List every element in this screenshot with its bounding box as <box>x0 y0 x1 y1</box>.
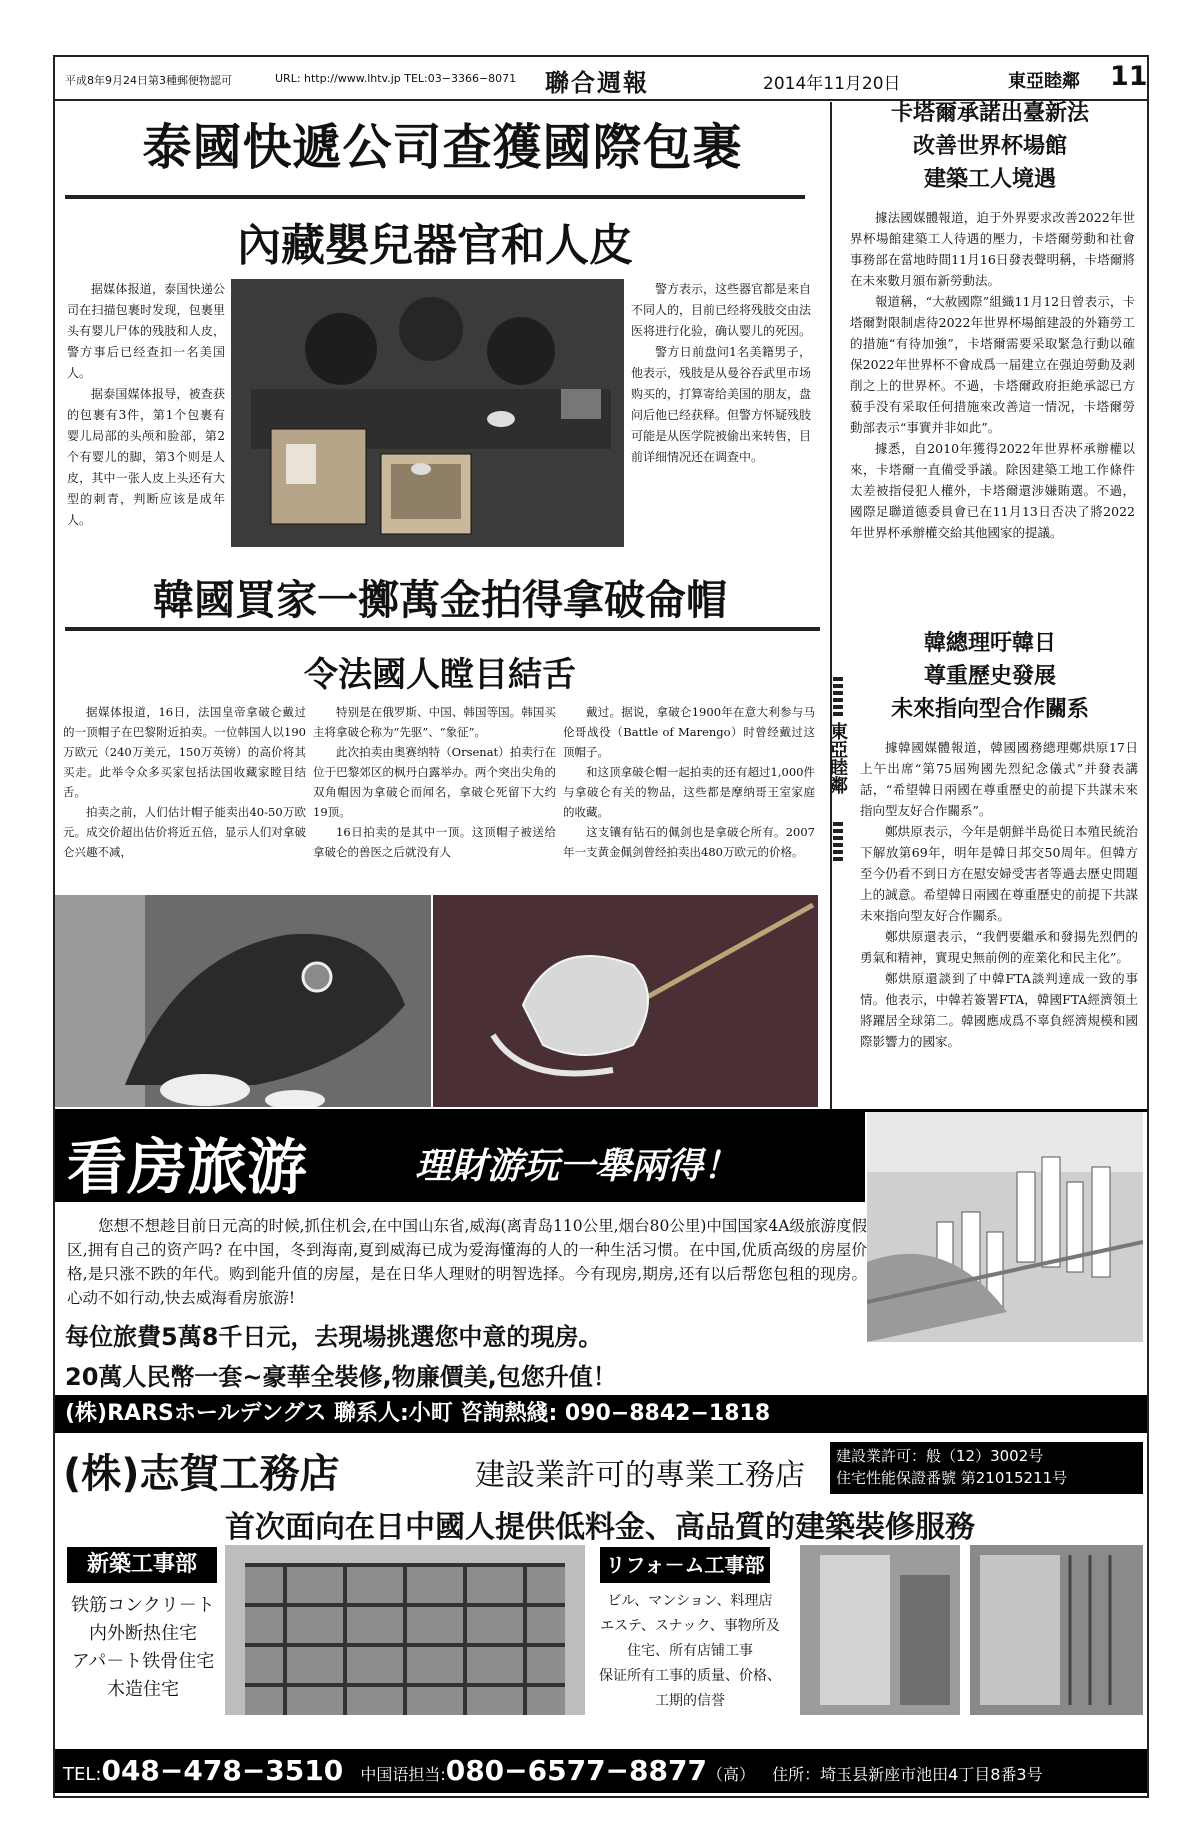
paragraph: 这支镶有钻石的佩剑也是拿破仑所有。2007年一支黄金佩剑曾经拍卖出480万欧元的价格。 <box>563 825 815 859</box>
article1-left-column <box>67 279 225 531</box>
napoleon-hat-image <box>55 895 431 1107</box>
list-item: 内外断热住宅 <box>89 1623 197 1644</box>
paragraph: 鄭烘原還談到了中韓FTA談判達成一致的事情。他表示，中韓若簽署FTA，韓國FTA經濟領土將躍居全球第二。韓國應成爲不辜負經濟規模和國際影響力的國家。 <box>860 971 1138 1049</box>
right2-body <box>860 737 1138 1052</box>
right1-body <box>850 207 1135 543</box>
paragraph: 戴过。据说，拿破仑1900年在意大利参与马伦哥战役（Battle of Marengo）时曾经戴过这顶帽子。 <box>563 705 815 759</box>
travel-ad-price2: 20萬人民幣一套~豪華全裝修,物廉價美,包您升值！ <box>65 1363 617 1391</box>
paragraph: 据媒体报道，泰国快递公司在扫描包裹时发现，包裹里头有婴儿尸体的残肢和人皮，警方事后已经查扣一名美国人。 <box>67 282 225 380</box>
parcel-photo <box>231 279 624 547</box>
napoleon-hat-photo <box>55 895 431 1107</box>
headline-line: 改善世界杯場館 <box>912 134 1067 159</box>
paragraph: 拍卖之前，人们估计帽子能卖出40-50万欧元。成交价超出估价将近五倍，显示人们对拿破仑兴趣不减， <box>63 805 306 859</box>
issue-date: 2014年11月20日 <box>763 74 901 94</box>
paragraph: 據法國媒體報道，迫于外界要求改善2022年世界杯場館建築工人待遇的壓力，卡塔爾勞動和社會事務部在當地時間11月16日發表聲明稱，卡塔爾將在未來數月頒布新勞動法。 <box>850 210 1135 288</box>
reform-photo-1 <box>800 1545 960 1715</box>
company-name: (株)志賀工務店 <box>63 1451 340 1497</box>
header-url: URL: http://www.lhtv.jp TEL:03−3366−8071 <box>275 72 517 85</box>
reform-photo-2 <box>970 1545 1143 1715</box>
reform-list <box>590 1589 790 1714</box>
divider <box>65 627 820 631</box>
travel-ad-price1: 每位旅費5萬8千日元，去現場挑選您中意的現房。 <box>65 1323 603 1351</box>
sword-photo <box>433 895 818 1107</box>
company-tagline: 建設業許可的專業工務店 <box>475 1458 805 1493</box>
construction-image <box>225 1545 585 1715</box>
travel-ad-contact: (株)RARSホールデングス 聯系人:小町 咨詢熱綫: 090−8842−1818 <box>55 1395 1147 1433</box>
parcel-photo-image <box>231 279 624 547</box>
list-item: 木造住宅 <box>107 1679 179 1700</box>
reform-image-1 <box>800 1545 960 1715</box>
license-line: 住宅性能保證番號 第21015211号 <box>836 1469 1068 1487</box>
list-item: 住宅、所有店铺工事 <box>627 1643 753 1659</box>
paragraph: 警方日前盘问1名美籍男子，他表示，残肢是从曼谷吞武里市场购买的，打算寄给美国的朋友，盘问后他已经获释。但警方怀疑残肢可能是从医学院被偷出来转售，目前详细情况还在调查中。 <box>631 345 812 464</box>
service-banner: 首次面向在日中國人提供低料金、高品質的建築裝修服務 <box>225 1510 975 1545</box>
license-line: 建設業許可：般（12）3002号 <box>836 1447 1044 1465</box>
cn-tel-number: 080−6577−8877 <box>445 1754 707 1787</box>
travel-ad-body: 您想不想趁目前日元高的时候,抓住机会,在中国山东省,威海(离青岛110公里,烟台80公里)中国国家4A级旅游度假区,拥有自己的资产吗? 在中国，冬到海南,夏到威海已成为爱海懂海的人的一种生活习惯。在中国,优质高级的房屋价格,是只涨不跌的年代。购到能升值的房屋，是在日华人理财的明智选择。今有现房,期房,还有以后帮您包租的现房。心动不如行动,快去威海看房旅游! <box>67 1217 867 1307</box>
paper-name: 聯合週報 <box>545 69 649 97</box>
right2-headline <box>840 627 1140 726</box>
section-name: 東亞睦鄰 <box>1008 71 1080 92</box>
divider <box>65 195 805 199</box>
paragraph: 此次拍卖由奥赛纳特（Orsenat）拍卖行在位于巴黎郊区的枫丹白露举办。两个突出尖角的双角帽因为拿破仑而闻名，拿破仑死留下大约19顶。 <box>313 745 556 819</box>
article2-column-1 <box>63 702 306 862</box>
article1-subheadline: 內藏嬰兒器官和人皮 <box>237 220 633 271</box>
cn-contact-name: （高） <box>706 1765 755 1784</box>
headline-line: 卡塔爾承諾出臺新法 <box>890 101 1089 126</box>
reform-label: リフォ－ム工事部 <box>600 1547 770 1583</box>
postal-permit: 平成8年9月24日第3種郵便物認可 <box>65 74 232 87</box>
paragraph: 警方表示，这些器官都是来自不同人的，目前已经将残肢交由法医将进行化验，确认婴儿的死因。 <box>631 282 812 338</box>
travel-ad-banner <box>55 1112 865 1202</box>
article1-right-column <box>631 279 811 468</box>
right1-headline <box>840 97 1140 196</box>
paragraph: 16日拍卖的是其中一顶。这顶帽子被送给拿破仑的兽医之后就没有人 <box>313 825 556 859</box>
article1-headline: 泰國快遞公司查獲國際包裹 <box>142 119 743 176</box>
newspaper-page <box>53 55 1149 1798</box>
paragraph: 据媒体报道，16日，法国皇帝拿破仑戴过的一顶帽子在巴黎附近拍卖。一位韩国人以190万欧元（240万美元，150万英镑）的高价将其买走。此举令众多买家包括法国收藏家瞠目结舌。 <box>63 705 306 799</box>
paragraph: 特别是在俄罗斯、中国、韩国等国。韩国买主将拿破仑称为“先驱”、“象征”。 <box>313 705 556 739</box>
cn-label: 中国语担当: <box>360 1765 446 1784</box>
apartment-image <box>867 1112 1143 1342</box>
apartment-photo <box>867 1112 1143 1342</box>
headline-line: 未來指向型合作關系 <box>890 697 1089 722</box>
list-item: アパ－ト铁骨住宅 <box>71 1651 215 1672</box>
paragraph: 和这顶拿破仑帽一起拍卖的还有超过1,000件与拿破仑有关的物品，这些都是摩纳哥王室家庭的收藏。 <box>563 765 815 819</box>
paragraph: 鄭烘原還表示，“我們要繼承和發揚先烈們的勇氣和精神，實現史無前例的産業化和民主化”。 <box>860 929 1138 965</box>
article2-column-3 <box>563 702 815 862</box>
list-item: エステ、スナック、事物所及 <box>600 1618 780 1634</box>
headline-line: 韓總理吁韓日 <box>923 631 1056 656</box>
sword-image <box>433 895 818 1107</box>
headline-line: 尊重歷史發展 <box>923 664 1056 689</box>
list-item: 保证所有工事的质量、价格、 <box>599 1668 781 1684</box>
tel-number: 048−478−3510 <box>101 1754 344 1787</box>
paragraph: 鄭烘原表示，今年是朝鮮半島從日本殖民統治下解放第69年，明年是韓日邦交50周年。但韓方至今仍看不到日方在慰安婦受害者等過去歷史問題上的誠意。希望韓日兩國在尊重歷史的前提下共謀未來指向型友好合作關系。 <box>860 824 1138 923</box>
article2-headline: 韓國買家一擲萬金拍得拿破侖帽 <box>153 576 727 624</box>
list-item: ビル、マンション、料理店 <box>607 1593 773 1609</box>
travel-ad-slogan: 理財游玩一舉兩得！ <box>415 1146 740 1187</box>
article2-column-2 <box>313 702 556 862</box>
headline-line: 建築工人境遇 <box>923 167 1056 192</box>
reform-image-2 <box>970 1545 1143 1715</box>
paragraph: 據悉，自2010年獲得2022年世界杯承辦權以來，卡塔爾一直備受爭議。除因建築工地工作條件太差被指侵犯人權外，卡塔爾還涉嫌賄選。不過，國際足聯道德委員會已在11月13日否决了將2022年世界杯承辦權交給其他國家的提議。 <box>850 441 1135 540</box>
new-construction-list <box>63 1592 223 1704</box>
masthead <box>55 57 1147 101</box>
travel-ad-title: 看房旅游 <box>67 1133 307 1203</box>
address: 住所：埼玉县新座市池田4丁目8番3号 <box>772 1765 1043 1784</box>
paragraph: 据泰国媒体报导，被查获的包裹有3件，第1个包裹有婴儿局部的头颅和脸部，第2个有婴儿的脚，第3个则是人皮，其中一张人皮上头还有大型的刺青，判断应该是成年人。 <box>67 387 225 527</box>
contact-bar <box>55 1749 1147 1793</box>
list-item: 工期的信誉 <box>655 1693 725 1709</box>
page-number: 11 <box>1110 61 1148 92</box>
construction-photo <box>225 1545 585 1715</box>
tel-label: TEL: <box>63 1764 102 1785</box>
tag-stripes <box>833 822 843 862</box>
paragraph: 報道稱，“大赦國際”組織11月12日曾表示，卡塔爾對限制虐待2022年世界杯場館建設的外籍勞工的措施“有待加強”，卡塔爾需要采取緊急行動以確保2022年世界杯不會成爲一届建立在强迫勞動及剥削之上的世界杯。不過，卡塔爾政府拒絶承認已方藐手没有采取任何措施來改善這一情况，卡塔爾勞動部表示“事實并非如此”。 <box>850 294 1135 435</box>
article2-subheadline: 令法國人瞠目結舌 <box>304 655 576 695</box>
list-item: 铁筋コンクリ－ト <box>71 1595 215 1616</box>
license-box <box>830 1442 1143 1494</box>
new-construction-label: 新築工事部 <box>67 1547 217 1583</box>
column-divider <box>830 102 832 1147</box>
tag-label: 東亞睦鄰 <box>827 722 848 794</box>
paragraph: 據韓國媒體報道，韓國國務總理鄭烘原17日上午出席“第75屆殉國先烈紀念儀式”并發表講話，“希望韓日兩國在尊重歷史的前提下共謀未來指向型友好合作關系”。 <box>860 740 1138 818</box>
